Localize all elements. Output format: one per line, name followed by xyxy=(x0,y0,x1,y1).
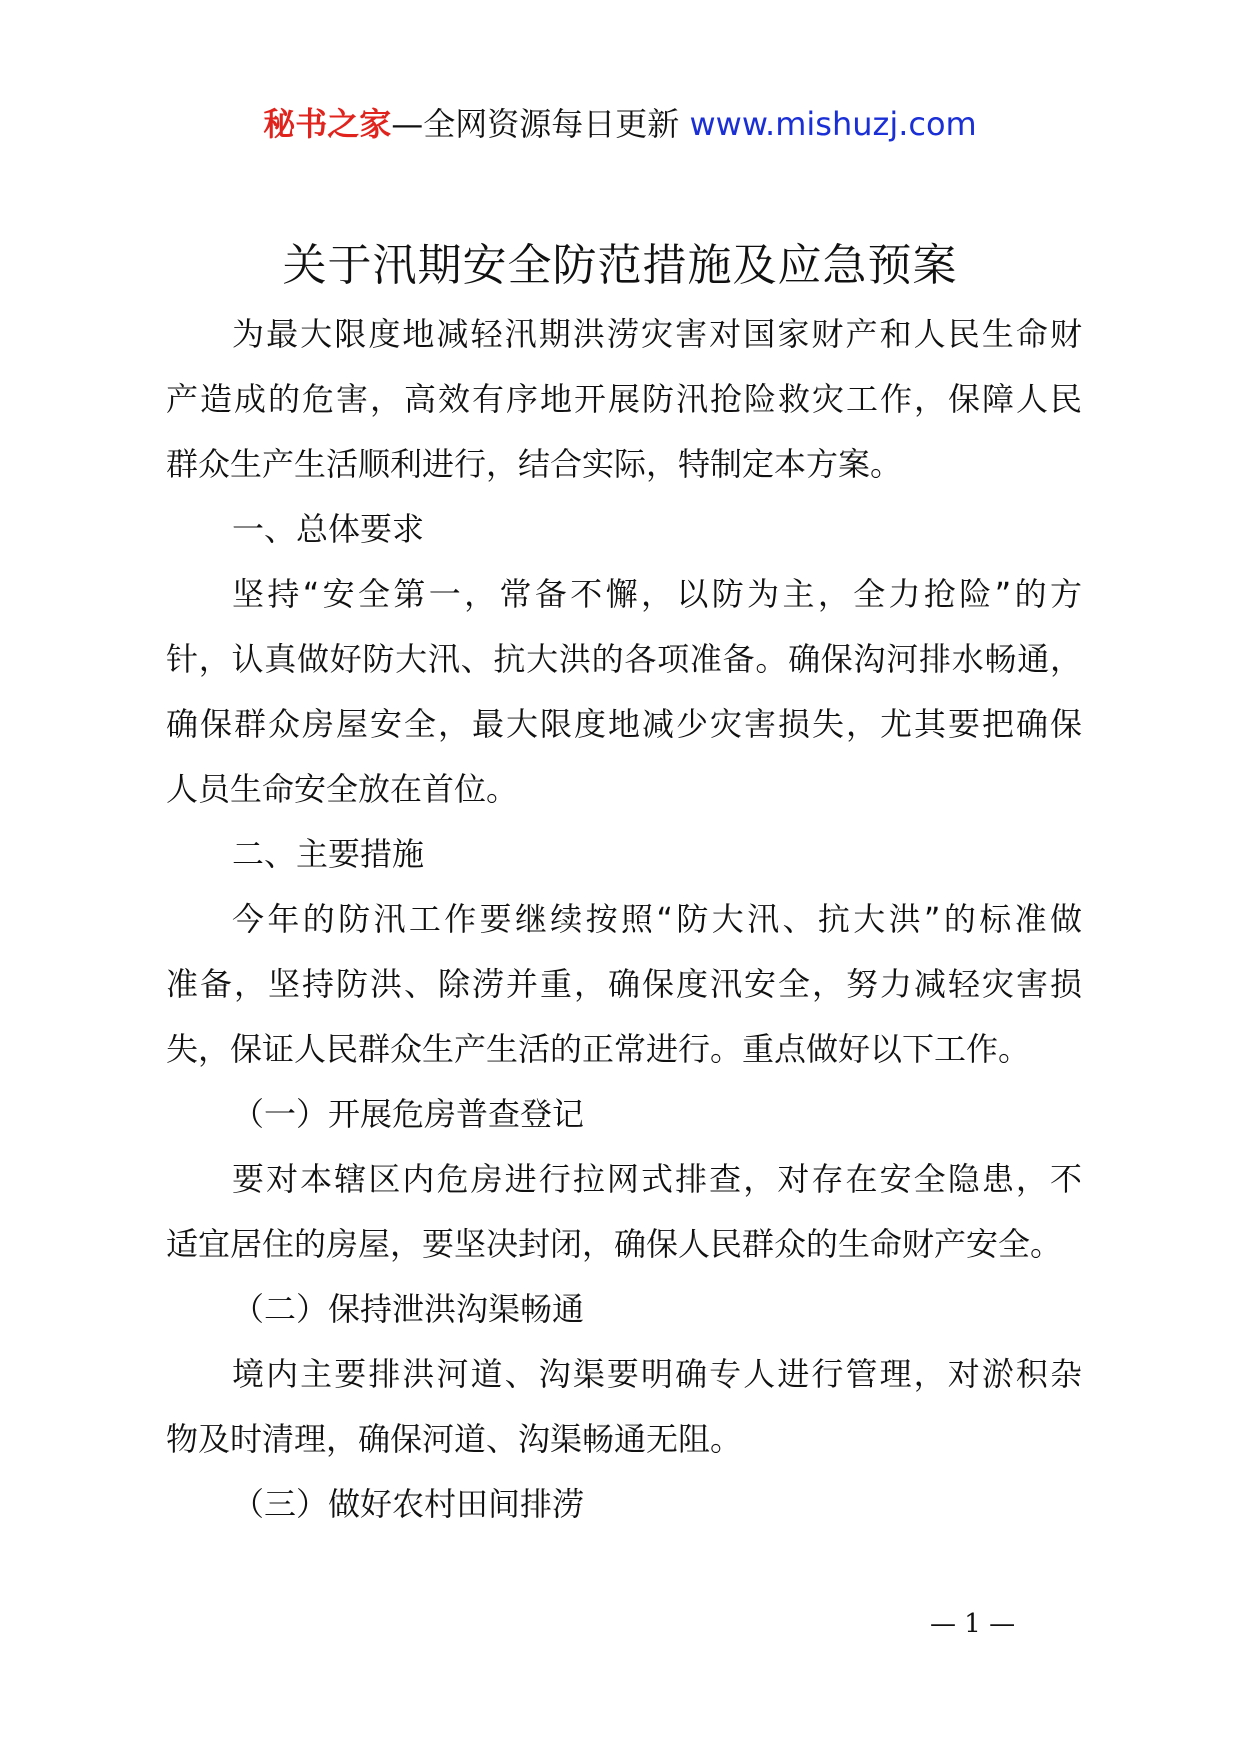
page-number: — 1 — xyxy=(930,1609,1016,1639)
paragraph-line: 今年的防汛工作要继续按照“防大汛、抗大洪”的标准做 xyxy=(232,900,1082,938)
subsection-heading: （三）做好农村田间排涝 xyxy=(232,1485,585,1523)
paragraph-line: 境内主要排洪河道、沟渠要明确专人进行管理，对淤积杂 xyxy=(232,1355,1082,1393)
site-tagline: —全网资源每日更新 xyxy=(391,105,680,143)
paragraph-line: 坚持“安全第一，常备不懈，以防为主，全力抢险”的方 xyxy=(232,575,1082,613)
paragraph-line: 群众生产生活顺利进行，结合实际，特制定本方案。 xyxy=(166,445,903,483)
paragraph-line: 产造成的危害，高效有序地开展防汛抢险救灾工作，保障人民 xyxy=(166,380,1082,418)
document-body xyxy=(166,302,1082,1537)
section-heading: 一、总体要求 xyxy=(232,510,425,548)
paragraph-line: 适宜居住的房屋，要坚决封闭，确保人民群众的生命财产安全。 xyxy=(166,1225,1063,1263)
paragraph-line: 针，认真做好防大汛、抗大洪的各项准备。确保沟河排水畅通， xyxy=(166,640,1082,678)
site-brand: 秘书之家 xyxy=(263,105,392,143)
site-header xyxy=(0,100,1240,148)
paragraph-line: 要对本辖区内危房进行拉网式排查，对存在安全隐患，不 xyxy=(232,1160,1082,1198)
paragraph-line: 物及时清理，确保河道、沟渠畅通无阻。 xyxy=(166,1420,743,1458)
subsection-heading: （二）保持泄洪沟渠畅通 xyxy=(232,1290,585,1328)
subsection-heading: （一）开展危房普查登记 xyxy=(232,1095,585,1133)
paragraph-line: 准备，坚持防洪、除涝并重，确保度汛安全，努力减轻灾害损 xyxy=(166,965,1082,1003)
paragraph-line: 确保群众房屋安全，最大限度地减少灾害损失，尤其要把确保 xyxy=(166,705,1082,743)
site-url[interactable]: www.mishuzj.com xyxy=(689,105,977,143)
paragraph-line: 人员生命安全放在首位。 xyxy=(166,770,519,808)
paragraph-line: 为最大限度地减轻汛期洪涝灾害对国家财产和人民生命财 xyxy=(232,315,1082,353)
document-title: 关于汛期安全防范措施及应急预案 xyxy=(282,240,958,291)
section-heading: 二、主要措施 xyxy=(232,835,425,873)
paragraph-line: 失，保证人民群众生产生活的正常进行。重点做好以下工作。 xyxy=(166,1030,1031,1068)
